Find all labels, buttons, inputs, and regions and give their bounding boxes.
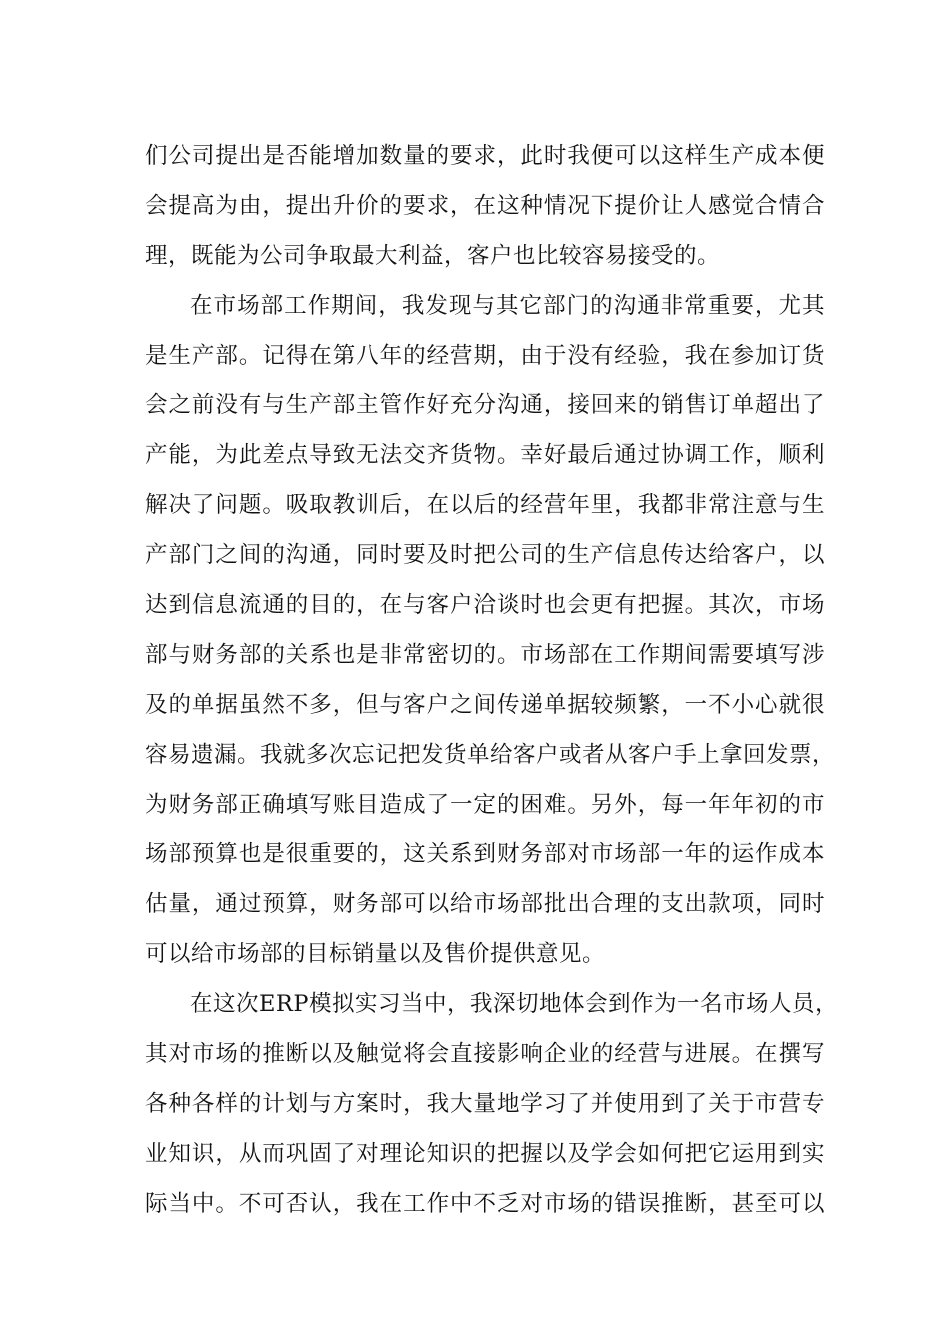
text-line: 理，既能为公司争取最大利益，客户也比较容易接受的。 bbox=[145, 242, 721, 269]
text-line: 可以给市场部的目标销量以及售价提供意见。 bbox=[145, 941, 606, 968]
text-line: 会提高为由，提出升价的要求，在这种情况下提价让人感觉合情合 bbox=[145, 192, 825, 219]
text-line: 及的单据虽然不多，但与客户之间传递单据较频繁，一不小心就很 bbox=[145, 691, 825, 718]
text-line: 们公司提出是否能增加数量的要求，此时我便可以这样生产成本便 bbox=[145, 143, 825, 169]
text-line: 其对市场的推断以及触觉将会直接影响企业的经营与进展。在撰写 bbox=[145, 1041, 825, 1068]
text-line: 业知识，从而巩固了对理论知识的把握以及学会如何把它运用到实 bbox=[145, 1140, 825, 1167]
text-line: 估量，通过预算，财务部可以给市场部批出合理的支出款项，同时 bbox=[145, 891, 825, 918]
body-text bbox=[145, 132, 839, 1230]
text-line: 会之前没有与生产部主管作好充分沟通，接回来的销售订单超出了 bbox=[145, 392, 825, 419]
text-line: 在市场部工作期间，我发现与其它部门的沟通非常重要，尤其 bbox=[190, 292, 825, 319]
text-line: 产部门之间的沟通，同时要及时把公司的生产信息传达给客户，以 bbox=[145, 542, 825, 569]
text-line: 际当中。不可否认，我在工作中不乏对市场的错误推断，甚至可以 bbox=[145, 1190, 825, 1217]
text-line: 部与财务部的关系也是非常密切的。市场部在工作期间需要填写涉 bbox=[145, 641, 825, 668]
text-line: 产能，为此差点导致无法交齐货物。幸好最后通过协调工作，顺利 bbox=[145, 442, 825, 469]
text-line: 解决了问题。吸取教训后，在以后的经营年里，我都非常注意与生 bbox=[145, 492, 825, 519]
text-line: 在这次ERP模拟实习当中，我深切地体会到作为一名市场人员， bbox=[190, 991, 839, 1018]
text-line: 容易遗漏。我就多次忘记把发货单给客户或者从客户手上拿回发票， bbox=[145, 741, 836, 768]
text-line: 各种各样的计划与方案时，我大量地学习了并使用到了关于市营专 bbox=[145, 1090, 825, 1117]
text-line: 是生产部。记得在第八年的经营期，由于没有经验，我在参加订货 bbox=[145, 342, 825, 369]
text-line: 达到信息流通的目的，在与客户洽谈时也会更有把握。其次，市场 bbox=[145, 592, 825, 619]
text-line: 场部预算也是很重要的，这关系到财务部对市场部一年的运作成本 bbox=[145, 841, 825, 868]
text-line: 为财务部正确填写账目造成了一定的困难。另外，每一年年初的市 bbox=[145, 791, 825, 818]
